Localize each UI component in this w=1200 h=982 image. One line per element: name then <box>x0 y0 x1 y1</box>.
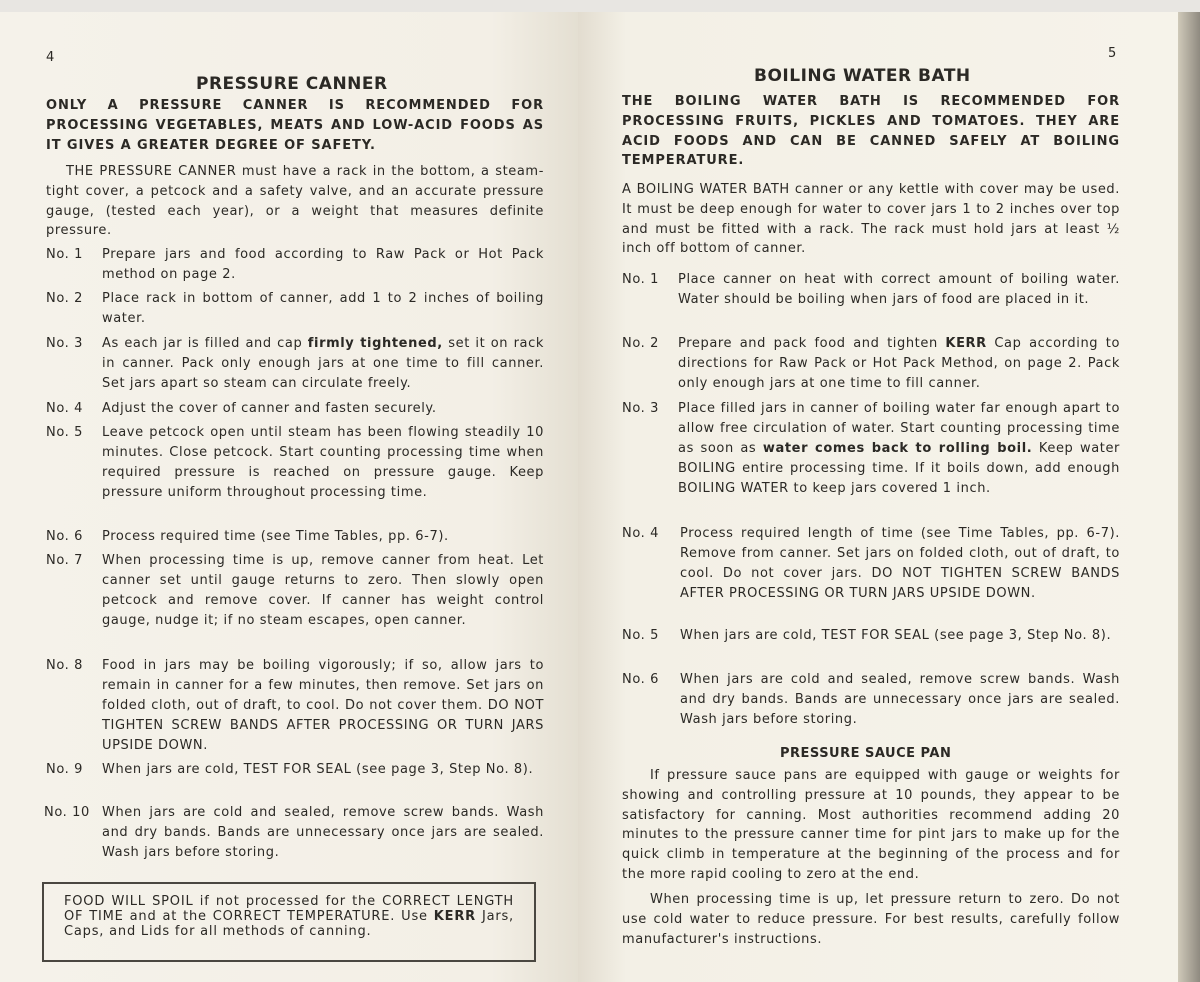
intro-paragraph: A BOILING WATER BATH canner or any kettle with cover may be used. It must be deep enough for water to cover jars 1 to 2 inches over top and must be fitted with a rack. The rack must hold jars at least ½ inch off bottom of canner. <box>622 182 1120 257</box>
step-number: No. 10 <box>44 805 90 820</box>
step-text: Adjust the cover of canner and fasten securely. <box>102 401 437 416</box>
step-text: Process required length of time (see Time Tables, pp. 6-7). Remove from canner. Set jars on folded cloth, out of draft, to cool. Do not cover jars. DO NOT TIGHTEN SCREW BANDS AFTER PROCESSING OR TURN JARS UPSIDE DOWN. <box>680 526 1120 601</box>
step-number: No. 3 <box>622 401 659 416</box>
step-text: Process required time (see Time Tables, pp. 6-7). <box>102 529 449 544</box>
step-number: No. 1 <box>46 247 83 262</box>
page-title: BOILING WATER BATH <box>754 66 971 86</box>
closing-paragraph: When processing time is up, let pressure return to zero. Do not use cold water to reduce pressure. For best results, carefully follow manufacturer's instructions. <box>622 892 1120 947</box>
section-subtitle: PRESSURE SAUCE PAN <box>780 746 952 761</box>
scan-border <box>0 0 1200 12</box>
step-text: Food in jars may be boiling vigorously; if so, allow jars to remain in canner for a few minutes, then remove. Set jars on folded cloth, out of draft, to cool. Do not cover them. DO NOT TIGHTEN SCREW BANDS AFTER PROCESSING OR TURN JARS UPSIDE DOWN. <box>102 658 544 753</box>
step-number: No. 5 <box>46 425 83 440</box>
page-title: PRESSURE CANNER <box>196 74 388 94</box>
page-number: 5 <box>1108 46 1117 61</box>
step-number: No. 5 <box>622 628 659 643</box>
step-text: When jars are cold, TEST FOR SEAL (see page 3, Step No. 8). <box>680 628 1112 643</box>
step-text: As each jar is filled and cap firmly tightened, set it on rack in canner. Pack only enough jars at one time to fill canner. Set jars apart so steam can circulate freely. <box>102 336 544 391</box>
lead-paragraph: ONLY A PRESSURE CANNER IS RECOMMENDED FOR PROCESSING VEGETABLES, MEATS AND LOW-ACID FOODS AS IT GIVES A GREATER DEGREE OF SAFETY. <box>46 98 544 153</box>
step-number: No. 4 <box>622 526 659 541</box>
intro-paragraph: THE PRESSURE CANNER must have a rack in the bottom, a steam-tight cover, a petcock and a safety valve, and an accurate pressure gauge, (tested each year), or a weight that measures definite pressure. <box>46 164 544 239</box>
step-number: No. 1 <box>622 272 659 287</box>
lead-paragraph: THE BOILING WATER BATH IS RECOMMENDED FOR PROCESSING FRUITS, PICKLES AND TOMATOES. THEY ARE ACID FOODS AND CAN BE CANNED SAFELY AT BOILING TEMPERATURE. <box>622 94 1120 169</box>
step-number: No. 3 <box>46 336 83 351</box>
step-number: No. 2 <box>46 291 83 306</box>
step-text: Prepare and pack food and tighten KERR Cap according to directions for Raw Pack or Hot Pack Method, on page 2. Pack only enough jars at one time to fill canner. <box>678 336 1120 391</box>
step-text: Place canner on heat with correct amount of boiling water. Water should be boiling when jars of food are placed in it. <box>678 272 1120 307</box>
spoilage-warning-box: FOOD WILL SPOIL if not processed for the CORRECT LENGTH OF TIME and at the CORRECT TEMPERATURE. Use KERR Jars, Caps, and Lids for all methods of canning. <box>42 882 536 962</box>
sauce-pan-paragraph: If pressure sauce pans are equipped with gauge or weights for showing and controlling pressure at 10 pounds, they appear to be satisfactory for canning. Most authorities recommend adding 20 minutes to the pressure canner time for pint jars to make up for the quick climb in temperature at the beginning of the process and for the more rapid cooling to zero at the end. <box>622 768 1120 882</box>
step-number: No. 7 <box>46 553 83 568</box>
step-text: When processing time is up, remove canner from heat. Let canner set until gauge returns to zero. Then slowly open petcock and remove cover. If canner has weight control gauge, nudge it; if no steam escapes, open canner. <box>102 553 544 628</box>
step-text: Leave petcock open until steam has been flowing steadily 10 minutes. Close petcock. Start counting processing time when required pressure is reached on pressure gauge. Keep pressure uniform throughout processing time. <box>102 425 544 500</box>
step-number: No. 6 <box>46 529 83 544</box>
step-text: Place filled jars in canner of boiling water far enough apart to allow free circulation of water. Start counting processing time as soon as water comes back to rolling boil. Keep water BOILING entire processing time. If it boils down, add enough BOILING WATER to keep jars covered 1 inch. <box>678 401 1121 496</box>
step-text: When jars are cold, TEST FOR SEAL (see page 3, Step No. 8). <box>102 762 534 777</box>
step-number: No. 8 <box>46 658 83 673</box>
step-text: Prepare jars and food according to Raw Pack or Hot Pack method on page 2. <box>102 247 544 282</box>
step-number: No. 2 <box>622 336 659 351</box>
book-edge <box>1178 12 1200 982</box>
step-number: No. 6 <box>622 672 659 687</box>
right-page <box>578 12 1178 982</box>
page-number: 4 <box>46 50 55 65</box>
left-page <box>0 12 578 982</box>
step-text: When jars are cold and sealed, remove screw bands. Wash and dry bands. Bands are unnecessary once jars are sealed. Wash jars before storing. <box>680 672 1120 727</box>
step-number: No. 4 <box>46 401 83 416</box>
step-text: Place rack in bottom of canner, add 1 to 2 inches of boiling water. <box>102 291 544 326</box>
step-number: No. 9 <box>46 762 83 777</box>
step-text: When jars are cold and sealed, remove screw bands. Wash and dry bands. Bands are unnecessary once jars are sealed. Wash jars before storing. <box>102 805 544 860</box>
